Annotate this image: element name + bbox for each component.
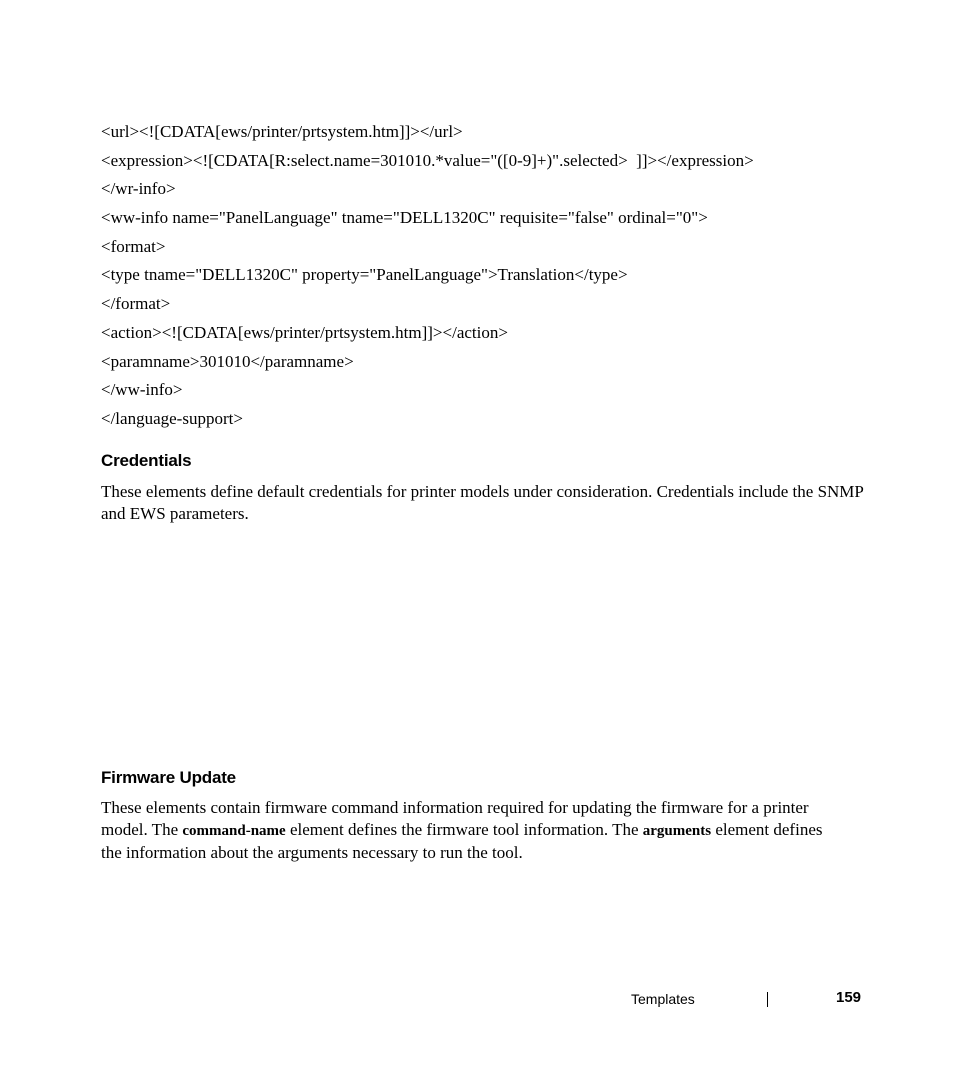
credentials-paragraph: These elements define default credentials for printer models under consideration. Credentials include the SNMP and EWS parameters. [101,482,864,523]
firmware-update-heading: Firmware Update [101,768,236,787]
paragraph-text: element defines the firmware tool information. The [285,819,643,839]
code-line: <url><![CDATA[ews/printer/prtsystem.htm]]></url> [101,122,463,141]
credentials-heading: Credentials [101,451,192,470]
code-line: <paramname>301010</paramname> [101,351,354,371]
arguments-term: arguments [642,822,712,839]
footer-separator [767,992,768,1007]
command-name-term: command-name [182,822,286,839]
code-line: <ww-info name="PanelLanguage" tname="DELL1320C" requisite="false" ordinal="0"> [101,208,708,228]
code-line: <type tname="DELL1320C" property="PanelLanguage">Translation</type> [101,265,628,285]
code-line: </format> [101,294,171,314]
paragraph-text: element defines the information about the arguments necessary to run the tool. [101,819,823,862]
footer-section-label: Templates [631,991,695,1007]
page-number: 159 [836,989,862,1006]
code-line: </wr-info> [101,179,176,199]
firmware-update-paragraph [101,797,846,864]
xml-code-listing [101,118,901,434]
code-line: <action><![CDATA[ews/printer/prtsystem.htm]]></action> [101,322,508,342]
code-line: <expression><![CDATA[R:select.name=301010.*value="([0-9]+)".selected> ]]></expression> [101,150,754,170]
code-line: </ww-info> [101,380,183,400]
paragraph-text: These elements contain firmware command information required for updating the firmware for a printer model. The [101,798,809,839]
code-line: <format> [101,236,166,256]
code-line: </language-support> [101,408,243,428]
